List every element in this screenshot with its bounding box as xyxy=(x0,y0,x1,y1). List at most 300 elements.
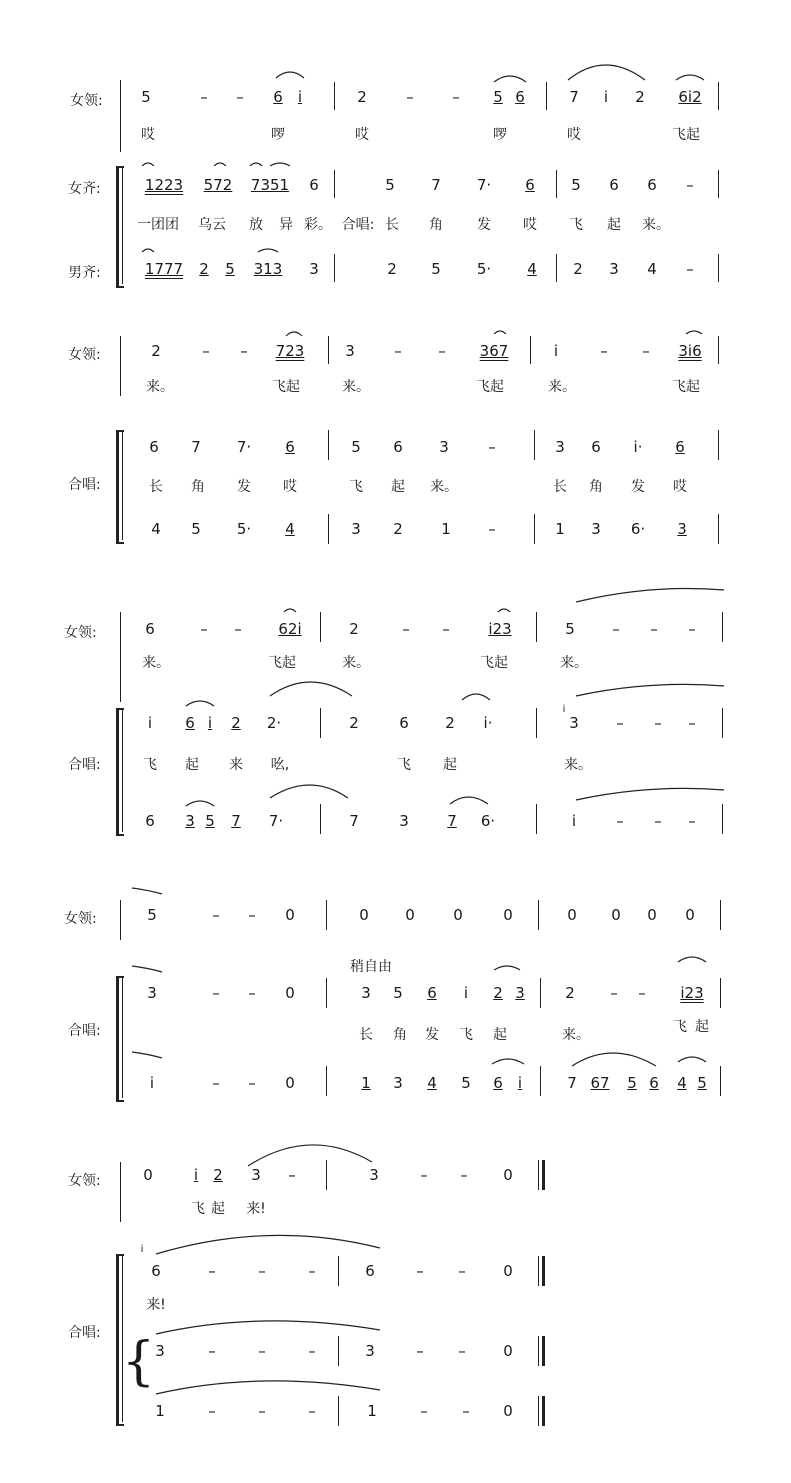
note: – xyxy=(654,714,662,732)
note: 3 xyxy=(609,260,619,278)
note: 2 xyxy=(357,88,367,106)
note: 7 xyxy=(447,812,457,830)
lyric: 来。 xyxy=(548,379,576,395)
note: – xyxy=(654,812,662,830)
barline xyxy=(326,1066,327,1096)
note: 3 xyxy=(361,984,371,1002)
note: 723 xyxy=(275,342,305,360)
note: 2 xyxy=(573,260,583,278)
note: – xyxy=(202,342,210,360)
final-barline xyxy=(542,1336,545,1366)
barline xyxy=(328,514,329,544)
lyric: 角 xyxy=(393,1027,407,1043)
note: 0 xyxy=(503,906,513,924)
barline xyxy=(326,900,327,930)
note: – xyxy=(452,88,460,106)
lyric: 飞起 xyxy=(672,127,700,143)
note: 6 xyxy=(309,176,319,194)
barline xyxy=(538,1336,539,1366)
barline xyxy=(538,1160,539,1190)
lyric: 发 xyxy=(631,479,645,495)
note: – xyxy=(438,342,446,360)
barline xyxy=(334,170,335,198)
note: 3 xyxy=(677,520,687,538)
note: – xyxy=(442,620,450,638)
staff-line xyxy=(122,976,123,1098)
note: – xyxy=(686,260,694,278)
note: – xyxy=(688,620,696,638)
lyric: 长 xyxy=(385,217,399,233)
note: 0 xyxy=(567,906,577,924)
lyric: 飞 xyxy=(191,1201,205,1217)
note: 6· xyxy=(480,812,496,830)
lyric: 飞起 xyxy=(268,655,296,671)
barline xyxy=(722,804,723,834)
label-women: 女齐: xyxy=(68,181,101,197)
note: 5 xyxy=(147,906,157,924)
staff-line xyxy=(120,80,121,152)
note: 5 xyxy=(191,520,201,538)
note: – xyxy=(308,1342,316,1360)
note: – xyxy=(212,906,220,924)
lyric: 来。 xyxy=(342,655,370,671)
note: – xyxy=(394,342,402,360)
note: i xyxy=(193,1166,199,1184)
lyric: 长 xyxy=(149,479,163,495)
note: 2 xyxy=(349,620,359,638)
barline xyxy=(328,430,329,460)
staff-line xyxy=(122,166,123,284)
barline xyxy=(530,336,531,364)
note: 3 xyxy=(555,438,565,456)
lyric: 长 xyxy=(553,479,567,495)
note: 6 xyxy=(647,176,657,194)
note: – xyxy=(420,1166,428,1184)
note: 3 xyxy=(591,520,601,538)
note: 3 xyxy=(399,812,409,830)
lyric: 来 xyxy=(229,757,243,773)
lyric: 飞 xyxy=(459,1027,473,1043)
note: 6 xyxy=(365,1262,375,1280)
note: – xyxy=(610,984,618,1002)
barline xyxy=(720,900,721,930)
lyric: 长 xyxy=(359,1027,373,1043)
note: – xyxy=(420,1402,428,1420)
lyric: 来! xyxy=(246,1201,266,1217)
barline xyxy=(538,1256,539,1286)
final-barline xyxy=(542,1396,545,1426)
brace: { xyxy=(122,1332,156,1392)
note: 2 xyxy=(213,1166,223,1184)
note: i· xyxy=(483,714,493,732)
lyric: 飞起 xyxy=(272,379,300,395)
lyric: 来! xyxy=(146,1297,166,1313)
note: 7 xyxy=(231,812,241,830)
lyric: 发 xyxy=(425,1027,439,1043)
note: 6 xyxy=(151,1262,161,1280)
note: 1223 xyxy=(144,176,184,194)
note: 5 xyxy=(225,260,235,278)
note: 572 xyxy=(203,176,233,194)
note: – xyxy=(234,620,242,638)
note: – xyxy=(642,342,650,360)
lyric: 起 xyxy=(211,1201,225,1217)
label-lead: 女领: xyxy=(68,1173,101,1189)
note: – xyxy=(240,342,248,360)
note: 6 xyxy=(493,1074,503,1092)
note: 5 xyxy=(571,176,581,194)
note: 4 xyxy=(151,520,161,538)
note: 5 xyxy=(385,176,395,194)
barline xyxy=(320,708,321,738)
note: 6 xyxy=(145,620,155,638)
note: – xyxy=(248,1074,256,1092)
note: 7351 xyxy=(250,176,290,194)
barline xyxy=(722,708,723,738)
note: – xyxy=(258,1342,266,1360)
note: – xyxy=(462,1402,470,1420)
grace-note: i xyxy=(562,704,566,715)
barline xyxy=(536,804,537,834)
note: – xyxy=(488,438,496,456)
lyric: 飞起 xyxy=(480,655,508,671)
note: 6 xyxy=(515,88,525,106)
barline xyxy=(334,254,335,282)
lyric: 起 xyxy=(443,757,457,773)
note: 3 xyxy=(351,520,361,538)
note: 1 xyxy=(155,1402,165,1420)
note: i23 xyxy=(680,984,704,1002)
lyric: 来。 xyxy=(342,379,370,395)
note: 67 xyxy=(590,1074,610,1092)
note: 1777 xyxy=(144,260,184,278)
note: i23 xyxy=(488,620,512,638)
note: 3 xyxy=(369,1166,379,1184)
lyric: 来。 xyxy=(146,379,174,395)
note: i xyxy=(297,88,303,106)
lyric: 飞 xyxy=(569,217,583,233)
note: 4 xyxy=(677,1074,687,1092)
note: i xyxy=(571,812,577,830)
barline xyxy=(718,514,719,544)
note: 1 xyxy=(441,520,451,538)
note: 7 xyxy=(191,438,201,456)
barline xyxy=(718,430,719,460)
note: – xyxy=(488,520,496,538)
lyric: 飞 xyxy=(349,479,363,495)
note: – xyxy=(638,984,646,1002)
note: 2 xyxy=(445,714,455,732)
lyric: 合唱: xyxy=(341,217,375,233)
note: – xyxy=(258,1402,266,1420)
note: 5· xyxy=(476,260,492,278)
barline xyxy=(338,1396,339,1426)
note: 0 xyxy=(503,1342,513,1360)
note: 2 xyxy=(393,520,403,538)
lyric: 发 xyxy=(237,479,251,495)
lyric: 起 xyxy=(185,757,199,773)
lyric: 发 xyxy=(477,217,491,233)
note: 6 xyxy=(591,438,601,456)
lyric: 来。 xyxy=(562,1027,590,1043)
staff-line xyxy=(122,708,123,832)
barline xyxy=(320,612,321,642)
label-lead: 女领: xyxy=(64,911,97,927)
note: 6 xyxy=(525,176,535,194)
lyric: 哎 xyxy=(283,479,297,495)
note: 7 xyxy=(349,812,359,830)
lyric: 起 xyxy=(695,1019,709,1035)
lyric: 飞 xyxy=(397,757,411,773)
note: – xyxy=(212,984,220,1002)
note: – xyxy=(248,984,256,1002)
barline xyxy=(320,804,321,834)
note: 7 xyxy=(431,176,441,194)
note: 7 xyxy=(569,88,579,106)
note: 4 xyxy=(527,260,537,278)
note: 0 xyxy=(285,984,295,1002)
staff-line xyxy=(120,1162,121,1222)
note: 3 xyxy=(309,260,319,278)
note: 3 xyxy=(393,1074,403,1092)
lyric: 来。 xyxy=(642,217,670,233)
note: 6 xyxy=(149,438,159,456)
note: – xyxy=(212,1074,220,1092)
note: 1 xyxy=(367,1402,377,1420)
note: 4 xyxy=(427,1074,437,1092)
note: 6 xyxy=(609,176,619,194)
note: – xyxy=(208,1262,216,1280)
lyric: 哎 xyxy=(523,217,537,233)
barline xyxy=(718,82,719,110)
note: 3 xyxy=(515,984,525,1002)
final-barline xyxy=(542,1160,545,1190)
lyric: 飞起 xyxy=(476,379,504,395)
note: – xyxy=(688,714,696,732)
label-chorus: 合唱: xyxy=(68,1325,101,1341)
lyric: 乌云 xyxy=(198,217,226,233)
lyric: 角 xyxy=(589,479,603,495)
note: 5 xyxy=(627,1074,637,1092)
barline xyxy=(720,978,721,1008)
note: – xyxy=(458,1262,466,1280)
note: 5 xyxy=(461,1074,471,1092)
note: – xyxy=(686,176,694,194)
note: 5 xyxy=(431,260,441,278)
lyric: 角 xyxy=(429,217,443,233)
staff-line xyxy=(120,612,121,702)
note: 2 xyxy=(565,984,575,1002)
note: 2 xyxy=(349,714,359,732)
note: 5 xyxy=(565,620,575,638)
barline xyxy=(718,254,719,282)
barline xyxy=(326,978,327,1008)
note: – xyxy=(308,1262,316,1280)
note: 2 xyxy=(635,88,645,106)
note: 62i xyxy=(278,620,302,638)
note: 6· xyxy=(630,520,646,538)
note: – xyxy=(208,1402,216,1420)
barline xyxy=(538,1396,539,1426)
lyric: 来。 xyxy=(564,757,592,773)
note: 2 xyxy=(493,984,503,1002)
barline xyxy=(538,900,539,930)
note: 7· xyxy=(268,812,284,830)
note: i xyxy=(149,1074,155,1092)
label-lead: 女领: xyxy=(70,93,103,109)
note: 0 xyxy=(685,906,695,924)
note: 3 xyxy=(185,812,195,830)
note: – xyxy=(416,1262,424,1280)
note: 6 xyxy=(145,812,155,830)
note: – xyxy=(248,906,256,924)
barline xyxy=(540,978,541,1008)
note: 5 xyxy=(141,88,151,106)
note: 4 xyxy=(647,260,657,278)
lyric: 啰 xyxy=(493,127,507,143)
lyric: 来。 xyxy=(560,655,588,671)
staff-line xyxy=(122,430,123,540)
label-chorus: 合唱: xyxy=(68,477,101,493)
note: 1 xyxy=(361,1074,371,1092)
note: 367 xyxy=(479,342,509,360)
staff-line xyxy=(120,900,121,940)
note: i xyxy=(207,714,213,732)
note: 2 xyxy=(199,260,209,278)
note: i xyxy=(517,1074,523,1092)
note: 0 xyxy=(503,1262,513,1280)
lyric: 哎 xyxy=(673,479,687,495)
note: – xyxy=(416,1342,424,1360)
note: 3 xyxy=(439,438,449,456)
barline xyxy=(720,1066,721,1096)
note: – xyxy=(688,812,696,830)
note: 5 xyxy=(205,812,215,830)
lyric: 角 xyxy=(191,479,205,495)
label-chorus: 合唱: xyxy=(68,1023,101,1039)
note: 3 xyxy=(569,714,579,732)
note: 3 xyxy=(147,984,157,1002)
barline xyxy=(546,82,547,110)
grace-note: i xyxy=(140,1244,144,1255)
note: i xyxy=(603,88,609,106)
lyric: 起 xyxy=(391,479,405,495)
note: 0 xyxy=(405,906,415,924)
note: i xyxy=(463,984,469,1002)
note: 0 xyxy=(453,906,463,924)
note: – xyxy=(616,812,624,830)
lyric: 放 xyxy=(249,217,263,233)
note: 3i6 xyxy=(678,342,702,360)
barline xyxy=(326,1160,327,1190)
note: – xyxy=(406,88,414,106)
note: 0 xyxy=(285,1074,295,1092)
barline xyxy=(334,82,335,110)
note: 3 xyxy=(155,1342,165,1360)
lyric: 啰 xyxy=(271,127,285,143)
note: 6 xyxy=(185,714,195,732)
note: 5 xyxy=(351,438,361,456)
note: 5 xyxy=(697,1074,707,1092)
note: – xyxy=(200,88,208,106)
barline xyxy=(718,170,719,198)
lyric: 起 xyxy=(493,1027,507,1043)
final-barline xyxy=(542,1256,545,1286)
note: 0 xyxy=(285,906,295,924)
note: 6 xyxy=(393,438,403,456)
barline xyxy=(536,708,537,738)
note: i· xyxy=(633,438,643,456)
barline xyxy=(722,612,723,642)
label-lead: 女领: xyxy=(68,347,101,363)
note: 0 xyxy=(503,1166,513,1184)
note: – xyxy=(258,1262,266,1280)
barline xyxy=(338,1256,339,1286)
note: 7· xyxy=(236,438,252,456)
lyric: 哎 xyxy=(141,127,155,143)
note: 0 xyxy=(611,906,621,924)
note: 6i2 xyxy=(678,88,702,106)
staff-line xyxy=(120,336,121,396)
lyric: 飞 xyxy=(673,1019,687,1035)
note: 6 xyxy=(399,714,409,732)
barline xyxy=(534,514,535,544)
note: 0 xyxy=(143,1166,153,1184)
lyric: 飞 xyxy=(143,757,157,773)
label-chorus: 合唱: xyxy=(68,757,101,773)
note: 6 xyxy=(273,88,283,106)
note: 1 xyxy=(555,520,565,538)
lyric: 哎 xyxy=(355,127,369,143)
note: 2 xyxy=(151,342,161,360)
barline xyxy=(328,336,329,364)
note: – xyxy=(600,342,608,360)
note: 5· xyxy=(236,520,252,538)
lyric: 飞起 xyxy=(672,379,700,395)
note: 0 xyxy=(503,1402,513,1420)
lyric: 彩。 xyxy=(304,217,332,233)
note: 2 xyxy=(231,714,241,732)
lyric: 异 xyxy=(279,217,293,233)
note: 4 xyxy=(285,520,295,538)
note: 0 xyxy=(359,906,369,924)
note: 7· xyxy=(476,176,492,194)
note: 6 xyxy=(285,438,295,456)
note: – xyxy=(200,620,208,638)
barline xyxy=(556,254,557,282)
lyric: 哎 xyxy=(567,127,581,143)
note: 7 xyxy=(567,1074,577,1092)
note: 6 xyxy=(649,1074,659,1092)
note: i xyxy=(553,342,559,360)
lyric: 一团团 xyxy=(137,217,179,233)
note: – xyxy=(402,620,410,638)
note: – xyxy=(612,620,620,638)
note: – xyxy=(616,714,624,732)
barline xyxy=(534,430,535,460)
note: 6 xyxy=(675,438,685,456)
label-lead: 女领: xyxy=(64,625,97,641)
note: – xyxy=(460,1166,468,1184)
note: – xyxy=(308,1402,316,1420)
lyric: 吆, xyxy=(270,757,290,773)
note: i xyxy=(147,714,153,732)
note: 6 xyxy=(427,984,437,1002)
tempo-marking: 稍自由 xyxy=(350,959,392,975)
note: 0 xyxy=(647,906,657,924)
note: 3 xyxy=(345,342,355,360)
lyric: 来。 xyxy=(430,479,458,495)
